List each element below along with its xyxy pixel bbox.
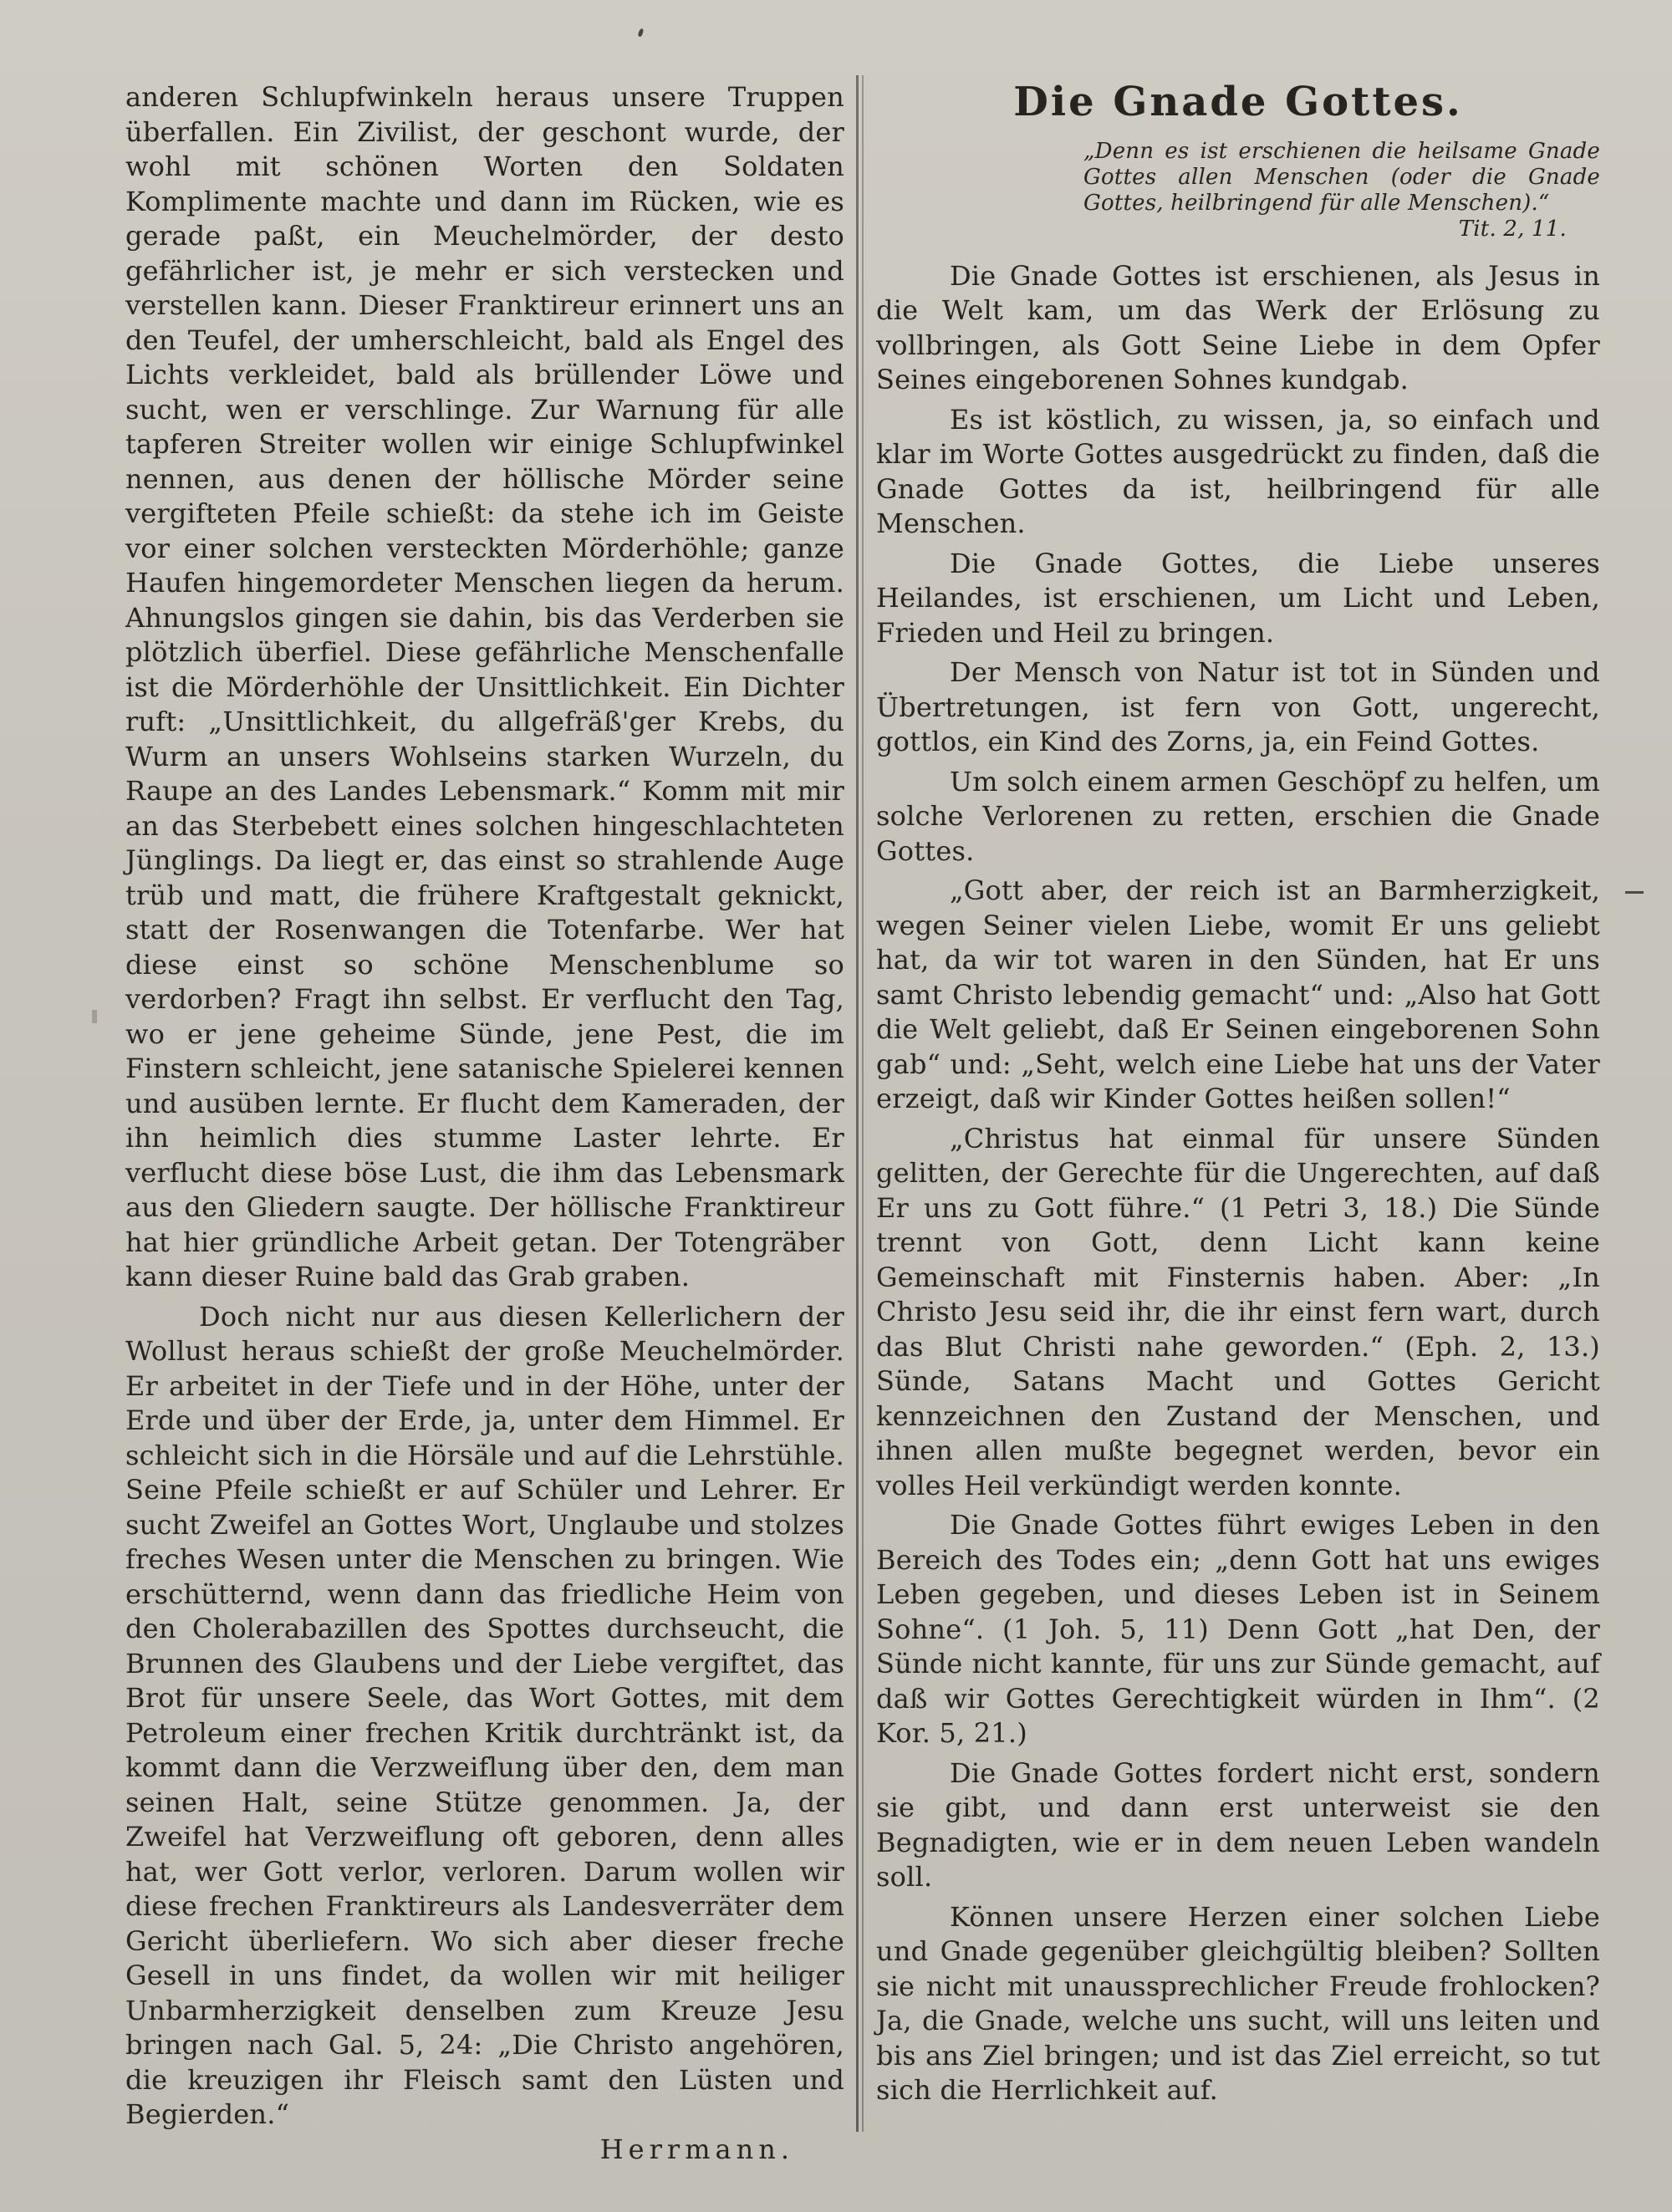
right-paragraph-6: „Gott aber, der reich ist an Barmherzigkeit, wegen Seiner vielen Liebe, womit Er uns geliebt hat, da wir tot waren in den Sünden, hat Er uns samt Christo lebendig gemacht“ und: „Also hat Gott die Welt geliebt, daß Er Seinen eingeborenen Sohn gab“ und: „Seht, welch eine Liebe hat uns der Vater erzeigt, daß wir Kinder Gottes heißen sollen!“: [876, 874, 1600, 1114]
right-paragraph-10: Können unsere Herzen einer solchen Liebe und Gnade gegenüber gleichgültig bleiben? Sollten sie nicht mit unaussprechlicher Freude frohlocken? Ja, die Gnade, welche uns sucht, will uns leiten und bis ans Ziel bringen; und ist das Ziel erreicht, so tut sich die Herrlichkeit auf.: [876, 1900, 1600, 2106]
margin-mark: [92, 1010, 97, 1023]
right-paragraph-7: „Christus hat einmal für unsere Sünden gelitten, der Gerechte für die Ungerechten, auf daß Er uns zu Gott führe.“ (1 Petri 3, 18.) Die Sünde trennt von Gott, denn Licht kann keine Gemeinschaft mit Finsternis haben. Aber: „In Christo Jesu seid ihr, die ihr einst fern wart, durch das Blut Christi nahe geworden.“ (Eph. 2, 13.) Sünde, Satans Macht und Gottes Gericht kennzeichnen den Zustand der Menschen, und ihnen allen mußte begegnet werden, bevor ein volles Heil verkündigt werden konnte.: [876, 1122, 1600, 1501]
right-paragraph-5: Um solch einem armen Geschöpf zu helfen, um solche Verlorenen zu retten, erschien die Gnade Gottes.: [876, 765, 1600, 867]
ink-speck: [637, 28, 644, 37]
bible-motto-reference: Tit. 2, 11.: [1458, 216, 1567, 242]
right-paragraph-1: Die Gnade Gottes ist erschienen, als Jesus in die Welt kam, um das Werk der Erlösung zu vollbringen, als Gott Seine Liebe in dem Opfer Seines eingeborenen Sohnes kundgab.: [876, 259, 1600, 395]
right-column: [876, 80, 1600, 2108]
author-signature: Herrmann.: [599, 2133, 794, 2165]
left-paragraph-2: Doch nicht nur aus diesen Kellerlichern der Wollust heraus schießt der große Meuchelmörder. Er arbeitet in der Tiefe und in der Höhe, unter der Erde und über der Erde, ja, unter dem Himmel. Er schleicht sich in die Hörsäle und auf die Lehrstühle. Seine Pfeile schießt er auf Schüler und Lehrer. Er sucht Zweifel an Gottes Wort, Unglaube und stolzes freches Wesen unter die Menschen zu bringen. Wie erschütternd, wenn dann das friedliche Heim von den Cholerabazillen des Spottes durchseucht, die Brunnen des Glaubens und der Liebe vergiftet, das Brot für unsere Seele, das Wort Gottes, mit dem Petroleum einer frechen Kritik durchtränkt ist, da kommt dann die Verzweiflung über den, dem man seinen Halt, seine Stütze genommen. Ja, der Zweifel hat Verzweiflung oft geboren, denn alles hat, wer Gott verlor, verloren. Darum wollen wir diese frechen Franktireurs als Landesverräter dem Gericht überliefern. Wo sich aber dieser freche Gesell in uns findet, da wollen wir mit heiliger Unbarmherzigkeit denselben zum Kreuze Jesu bringen nach Gal. 5, 24: „Die Christo angehören, die kreuzigen ihr Fleisch samt den Lüsten und Begierden.“: [125, 1300, 844, 2130]
column-divider-secondary: [862, 75, 864, 2132]
right-paragraph-9: Die Gnade Gottes fordert nicht erst, sondern sie gibt, und dann erst unterweist sie den Begnadigten, wie er in dem neuen Leben wandeln soll.: [876, 1756, 1600, 1893]
left-paragraph-1: anderen Schlupfwinkeln heraus unsere Truppen überfallen. Ein Zivilist, der geschont wurde, der wohl mit schönen Worten den Soldaten Komplimente machte und dann im Rücken, wie es gerade paßt, ein Meuchelmörder, der desto gefährlicher ist, je mehr er sich verstecken und verstellen kann. Dieser Franktireur erinnert uns an den Teufel, der umherschleicht, bald als Engel des Lichts verkleidet, bald als brüllender Löwe und sucht, wen er verschlinge. Zur Warnung für alle tapferen Streiter wollen wir einige Schlupfwinkel nennen, aus denen der höllische Mörder seine vergifteten Pfeile schießt: da stehe ich im Geiste vor einer solchen versteckten Mörderhöhle; ganze Haufen hingemordeter Menschen liegen da herum. Ahnungslos gingen sie dahin, bis das Verderben sie plötzlich überfiel. Diese gefährliche Menschenfalle ist die Mörderhöhle der Unsittlichkeit. Ein Dichter ruft: „Unsittlichkeit, du allgefräß'ger Krebs, du Wurm an unsers Wohlseins starken Wurzeln, du Raupe an des Landes Lebensmark.“ Komm mit mir an das Sterbebett eines solchen hingeschlachteten Jünglings. Da liegt er, das einst so strahlende Auge trüb und matt, die frühere Kraftgestalt geknickt, statt der Rosenwangen die Totenfarbe. Wer hat diese einst so schöne Menschenblume so verdorben? Fragt ihn selbst. Er verflucht den Tag, wo er jene geheime Sünde, jene Pest, die im Finstern schleicht, jene satanische Spielerei kennen und ausüben lernte. Er flucht dem Kameraden, der ihn heimlich dies stumme Laster lehrte. Er verflucht diese böse Lust, die ihm das Lebensmark aus den Gliedern saugte. Der höllische Franktireur hat hier gründliche Arbeit getan. Der Totengräber kann dieser Ruine bald das Grab graben.: [125, 81, 844, 1292]
right-paragraph-4: Der Mensch von Natur ist tot in Sünden und Übertretungen, ist fern von Gott, ungerecht, gottlos, ein Kind des Zorns, ja, ein Feind Gottes.: [876, 656, 1600, 757]
right-paragraph-3: Die Gnade Gottes, die Liebe unseres Heilandes, ist erschienen, um Licht und Leben, Frieden und Heil zu bringen.: [876, 547, 1600, 649]
right-paragraph-8: Die Gnade Gottes führt ewiges Leben in den Bereich des Todes ein; „denn Gott hat uns ewiges Leben gegeben, und dieses Leben ist in Seinem Sohne“. (1 Joh. 5, 11) Denn Gott „hat Den, der Sünde nicht kannte, für uns zur Sünde gemacht, auf daß wir Gottes Gerechtigkeit würden in Ihm“. (2 Kor. 5, 21.): [876, 1509, 1600, 1749]
bible-motto: „Denn es ist erschienen die heilsame Gnade Gottes allen Menschen (oder die Gnade Gottes, heilbringend für alle Menschen).“: [1083, 138, 1600, 216]
column-divider: [856, 75, 859, 2132]
left-column: [125, 80, 844, 2167]
article-title: Die Gnade Gottes.: [1013, 79, 1463, 125]
margin-dash: [1625, 891, 1644, 894]
right-paragraph-2: Es ist köstlich, zu wissen, ja, so einfach und klar im Worte Gottes ausgedrückt zu finden, daß die Gnade Gottes da ist, heilbringend für alle Menschen.: [876, 403, 1600, 539]
